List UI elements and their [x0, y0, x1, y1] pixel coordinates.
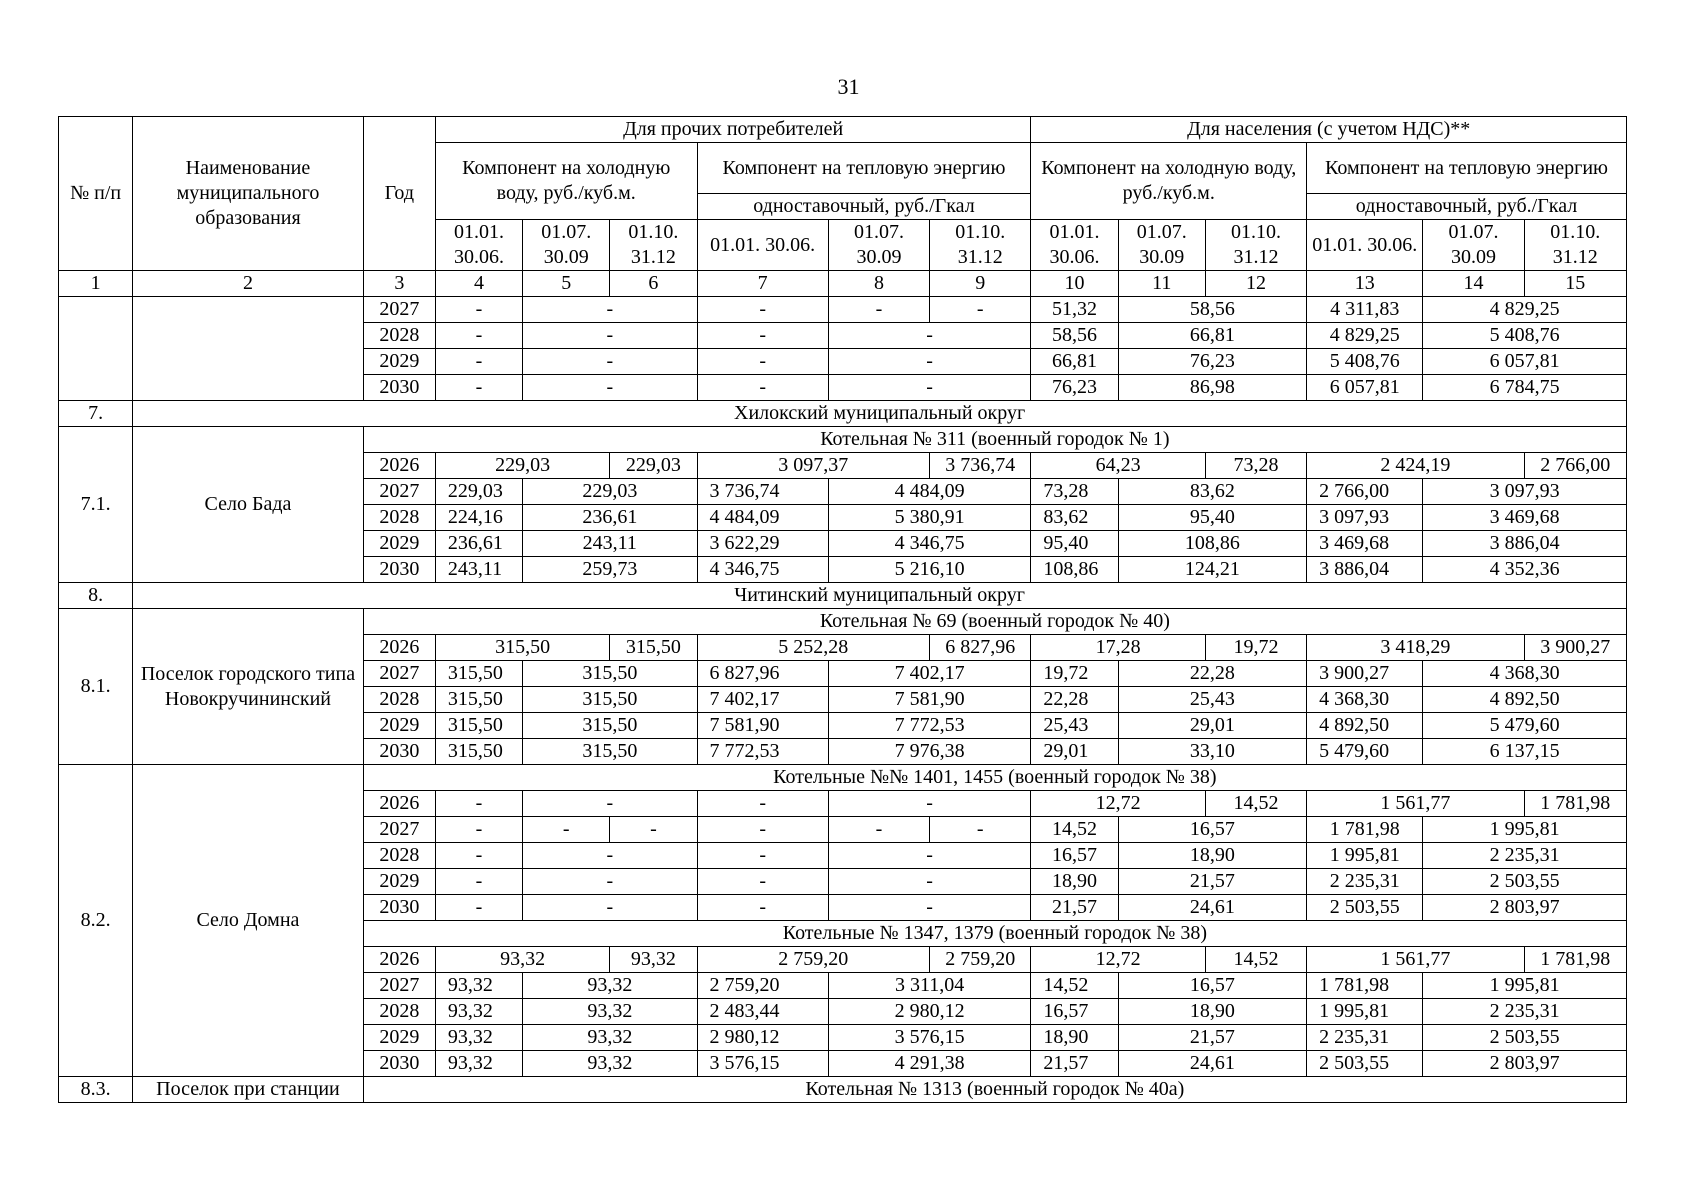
value-cell: 73,28 — [1205, 453, 1306, 479]
value-cell: 4 346,75 — [828, 531, 1031, 557]
value-cell: - — [697, 791, 828, 817]
value-cell: 25,43 — [1031, 713, 1118, 739]
year-cell: 2029 — [363, 869, 435, 895]
value-cell: 3 736,74 — [697, 479, 828, 505]
subsection-num: 8.3. — [59, 1077, 133, 1103]
value-cell: - — [523, 297, 697, 323]
header-other-cold-water: Компонент на холодную воду, руб./куб.м. — [435, 143, 697, 220]
boiler-title: Котельная № 69 (военный городок № 40) — [363, 609, 1626, 635]
value-cell: 3 886,04 — [1423, 531, 1627, 557]
value-cell: 83,62 — [1118, 479, 1306, 505]
col-number: 14 — [1423, 271, 1524, 297]
value-cell: - — [697, 895, 828, 921]
boiler-row — [59, 427, 1627, 453]
value-cell: 12,72 — [1031, 791, 1205, 817]
period-cell: 01.07. 30.09 — [1118, 220, 1205, 271]
value-cell: 33,10 — [1118, 739, 1306, 765]
year-cell: 2026 — [363, 947, 435, 973]
value-cell: - — [828, 323, 1031, 349]
col-number: 7 — [697, 271, 828, 297]
value-cell: 29,01 — [1118, 713, 1306, 739]
value-cell: - — [523, 843, 697, 869]
header-population: Для населения (с учетом НДС)** — [1031, 117, 1627, 143]
value-cell: 4 892,50 — [1307, 713, 1423, 739]
value-cell: 76,23 — [1118, 349, 1306, 375]
header-other-consumers: Для прочих потребителей — [435, 117, 1031, 143]
municipality-name: Поселок городского типа Новокручининский — [133, 609, 364, 765]
header-pop-cold-water: Компонент на холодную воду, руб./куб.м. — [1031, 143, 1307, 220]
period-cell: 01.01. 30.06. — [697, 220, 828, 271]
value-cell: 16,57 — [1118, 973, 1306, 999]
year-cell: 2028 — [363, 687, 435, 713]
value-cell: 93,32 — [435, 999, 522, 1025]
year-cell: 2029 — [363, 1025, 435, 1051]
year-cell: 2026 — [363, 635, 435, 661]
boiler-row — [59, 609, 1627, 635]
value-cell: 2 759,20 — [697, 947, 930, 973]
value-cell: 6 827,96 — [930, 635, 1031, 661]
municipality-name: Поселок при станции — [133, 1077, 364, 1103]
year-cell: 2030 — [363, 557, 435, 583]
year-cell: 2027 — [363, 297, 435, 323]
tariff-table — [58, 116, 1627, 1103]
value-cell: 2 803,97 — [1423, 895, 1627, 921]
value-cell: 16,57 — [1031, 999, 1118, 1025]
value-cell: 93,32 — [523, 999, 697, 1025]
value-cell: 58,56 — [1118, 297, 1306, 323]
subsection-num: 8.2. — [59, 765, 133, 1077]
value-cell: 6 827,96 — [697, 661, 828, 687]
year-cell: 2029 — [363, 349, 435, 375]
period-cell: 01.01. 30.06. — [435, 220, 522, 271]
col-number: 13 — [1307, 271, 1423, 297]
value-cell: 93,32 — [435, 1051, 522, 1077]
value-cell: 19,72 — [1031, 661, 1118, 687]
value-cell: 1 781,98 — [1307, 817, 1423, 843]
value-cell: 95,40 — [1118, 505, 1306, 531]
section-title: Читинский муниципальный округ — [133, 583, 1627, 609]
value-cell: - — [697, 869, 828, 895]
value-cell: 2 759,20 — [930, 947, 1031, 973]
value-cell: 315,50 — [523, 713, 697, 739]
value-cell: 5 216,10 — [828, 557, 1031, 583]
col-number: 2 — [133, 271, 364, 297]
value-cell: - — [435, 297, 522, 323]
value-cell: 21,57 — [1031, 895, 1118, 921]
value-cell: 7 976,38 — [828, 739, 1031, 765]
value-cell: - — [435, 843, 522, 869]
section-row — [59, 401, 1627, 427]
year-cell: 2027 — [363, 973, 435, 999]
value-cell: 66,81 — [1031, 349, 1118, 375]
value-cell: - — [435, 895, 522, 921]
value-cell: 108,86 — [1031, 557, 1118, 583]
year-cell: 2029 — [363, 531, 435, 557]
value-cell: 236,61 — [523, 505, 697, 531]
value-cell: 2 235,31 — [1307, 1025, 1423, 1051]
value-cell: - — [697, 375, 828, 401]
value-cell: 14,52 — [1031, 973, 1118, 999]
value-cell: 1 781,98 — [1524, 947, 1626, 973]
value-cell: 229,03 — [435, 479, 522, 505]
value-cell: 3 900,27 — [1307, 661, 1423, 687]
value-cell: 21,57 — [1118, 869, 1306, 895]
value-cell: 1 995,81 — [1307, 843, 1423, 869]
value-cell: 4 368,30 — [1423, 661, 1627, 687]
year-cell: 2026 — [363, 453, 435, 479]
year-cell: 2027 — [363, 817, 435, 843]
value-cell: 2 803,97 — [1423, 1051, 1627, 1077]
value-cell: 4 484,09 — [828, 479, 1031, 505]
boiler-title: Котельная № 311 (военный городок № 1) — [363, 427, 1626, 453]
value-cell: 2 235,31 — [1423, 999, 1627, 1025]
value-cell: - — [435, 817, 522, 843]
value-cell: 1 995,81 — [1423, 817, 1627, 843]
value-cell: 24,61 — [1118, 1051, 1306, 1077]
col-number: 6 — [610, 271, 697, 297]
value-cell: - — [435, 791, 522, 817]
value-cell: 315,50 — [435, 635, 609, 661]
value-cell: 4 368,30 — [1307, 687, 1423, 713]
value-cell: 86,98 — [1118, 375, 1306, 401]
header-num: № п/п — [59, 117, 133, 271]
year-cell: 2030 — [363, 375, 435, 401]
value-cell: 5 479,60 — [1423, 713, 1627, 739]
value-cell: 64,23 — [1031, 453, 1205, 479]
col-number: 5 — [523, 271, 610, 297]
value-cell: 18,90 — [1031, 869, 1118, 895]
value-cell: 5 252,28 — [697, 635, 930, 661]
col-number: 1 — [59, 271, 133, 297]
year-cell: 2028 — [363, 843, 435, 869]
value-cell: 4 892,50 — [1423, 687, 1627, 713]
value-cell: 1 561,77 — [1307, 791, 1525, 817]
subsection-num: 7.1. — [59, 427, 133, 583]
period-cell: 01.01. 30.06. — [1307, 220, 1423, 271]
year-cell: 2027 — [363, 661, 435, 687]
municipality-name: Село Бада — [133, 427, 364, 583]
value-cell: 3 097,37 — [697, 453, 930, 479]
value-cell: - — [697, 817, 828, 843]
value-cell: - — [828, 349, 1031, 375]
value-cell: 21,57 — [1118, 1025, 1306, 1051]
value-cell: 315,50 — [435, 713, 522, 739]
value-cell: 18,90 — [1118, 843, 1306, 869]
value-cell: 93,32 — [523, 1025, 697, 1051]
value-cell: 1 995,81 — [1423, 973, 1627, 999]
header-other-heat: Компонент на тепловую энергию — [697, 143, 1031, 194]
value-cell: 3 576,15 — [828, 1025, 1031, 1051]
value-cell: 7 581,90 — [828, 687, 1031, 713]
value-cell: 3 469,68 — [1307, 531, 1423, 557]
col-number: 8 — [828, 271, 929, 297]
value-cell: - — [828, 869, 1031, 895]
value-cell: 6 057,81 — [1423, 349, 1627, 375]
value-cell: 2 766,00 — [1524, 453, 1626, 479]
value-cell: 6 784,75 — [1423, 375, 1627, 401]
year-cell: 2027 — [363, 479, 435, 505]
value-cell: 16,57 — [1118, 817, 1306, 843]
value-cell: 25,43 — [1118, 687, 1306, 713]
value-cell: 24,61 — [1118, 895, 1306, 921]
year-cell: 2029 — [363, 713, 435, 739]
value-cell: 14,52 — [1031, 817, 1118, 843]
value-cell: 315,50 — [610, 635, 697, 661]
value-cell: 108,86 — [1118, 531, 1306, 557]
value-cell: 5 380,91 — [828, 505, 1031, 531]
value-cell: 315,50 — [523, 661, 697, 687]
value-cell: 17,28 — [1031, 635, 1205, 661]
subsection-num: 8.1. — [59, 609, 133, 765]
period-cell: 01.10. 31.12 — [1524, 220, 1626, 271]
value-cell: 4 829,25 — [1307, 323, 1423, 349]
period-cell: 01.07. 30.09 — [1423, 220, 1524, 271]
value-cell: 2 503,55 — [1423, 1025, 1627, 1051]
section-title: Хилокский муниципальный округ — [133, 401, 1627, 427]
value-cell: 4 346,75 — [697, 557, 828, 583]
header-municipality: Наименование муниципального образования — [133, 117, 364, 271]
value-cell: 3 736,74 — [930, 453, 1031, 479]
value-cell: 229,03 — [523, 479, 697, 505]
column-number-row — [59, 271, 1627, 297]
value-cell: 315,50 — [435, 739, 522, 765]
value-cell: 1 995,81 — [1307, 999, 1423, 1025]
value-cell: 51,32 — [1031, 297, 1118, 323]
year-cell: 2030 — [363, 739, 435, 765]
header-row-1 — [59, 117, 1627, 143]
year-cell: 2028 — [363, 323, 435, 349]
value-cell: - — [523, 895, 697, 921]
header-pop-single-rate: одноставочный, руб./Гкал — [1307, 194, 1627, 220]
value-cell: 224,16 — [435, 505, 522, 531]
value-cell: 16,57 — [1031, 843, 1118, 869]
value-cell: - — [828, 843, 1031, 869]
value-cell: 95,40 — [1031, 531, 1118, 557]
value-cell: 3 469,68 — [1423, 505, 1627, 531]
value-cell: 12,72 — [1031, 947, 1205, 973]
boiler-row — [59, 1077, 1627, 1103]
value-cell: 7 772,53 — [828, 713, 1031, 739]
value-cell: 229,03 — [610, 453, 697, 479]
value-cell: - — [523, 791, 697, 817]
value-cell: - — [697, 843, 828, 869]
value-cell: 73,28 — [1031, 479, 1118, 505]
value-cell: 3 900,27 — [1524, 635, 1626, 661]
value-cell: 5 408,76 — [1307, 349, 1423, 375]
value-cell: - — [697, 349, 828, 375]
value-cell: 18,90 — [1118, 999, 1306, 1025]
value-cell: - — [828, 791, 1031, 817]
value-cell: - — [523, 817, 610, 843]
header-other-single-rate: одноставочный, руб./Гкал — [697, 194, 1031, 220]
table-row — [59, 297, 1627, 323]
value-cell: 2 235,31 — [1423, 843, 1627, 869]
value-cell: 29,01 — [1031, 739, 1118, 765]
value-cell: 4 829,25 — [1423, 297, 1627, 323]
period-cell: 01.07. 30.09 — [828, 220, 929, 271]
value-cell: 3 886,04 — [1307, 557, 1423, 583]
boiler-row — [59, 765, 1627, 791]
value-cell: 22,28 — [1118, 661, 1306, 687]
value-cell: - — [828, 817, 929, 843]
value-cell: 7 581,90 — [697, 713, 828, 739]
period-cell: 01.10. 31.12 — [930, 220, 1031, 271]
value-cell: 1 561,77 — [1307, 947, 1525, 973]
period-cell: 01.10. 31.12 — [610, 220, 697, 271]
value-cell: 315,50 — [435, 661, 522, 687]
value-cell: 3 311,04 — [828, 973, 1031, 999]
value-cell: 66,81 — [1118, 323, 1306, 349]
section-num: 8. — [59, 583, 133, 609]
value-cell: 22,28 — [1031, 687, 1118, 713]
value-cell: 93,32 — [435, 1025, 522, 1051]
value-cell: 7 772,53 — [697, 739, 828, 765]
value-cell: - — [697, 323, 828, 349]
period-cell: 01.10. 31.12 — [1205, 220, 1306, 271]
value-cell: - — [435, 349, 522, 375]
value-cell: 3 418,29 — [1307, 635, 1525, 661]
value-cell: 93,32 — [610, 947, 697, 973]
col-number: 4 — [435, 271, 522, 297]
year-cell: 2028 — [363, 505, 435, 531]
year-cell: 2028 — [363, 999, 435, 1025]
value-cell: 2 503,55 — [1423, 869, 1627, 895]
value-cell: 4 484,09 — [697, 505, 828, 531]
value-cell: 315,50 — [435, 687, 522, 713]
value-cell: 7 402,17 — [828, 661, 1031, 687]
value-cell: 2 980,12 — [697, 1025, 828, 1051]
value-cell: 243,11 — [435, 557, 522, 583]
header-year: Год — [363, 117, 435, 271]
value-cell: 2 424,19 — [1307, 453, 1525, 479]
col-number: 9 — [930, 271, 1031, 297]
value-cell: 14,52 — [1205, 791, 1306, 817]
value-cell: - — [435, 323, 522, 349]
value-cell: 4 311,83 — [1307, 297, 1423, 323]
col-number: 12 — [1205, 271, 1306, 297]
value-cell: - — [435, 869, 522, 895]
value-cell: 5 408,76 — [1423, 323, 1627, 349]
value-cell: 229,03 — [435, 453, 609, 479]
col-number: 3 — [363, 271, 435, 297]
value-cell: 2 766,00 — [1307, 479, 1423, 505]
value-cell: 18,90 — [1031, 1025, 1118, 1051]
value-cell: - — [930, 817, 1031, 843]
col-number: 10 — [1031, 271, 1118, 297]
value-cell: - — [828, 375, 1031, 401]
value-cell: 2 235,31 — [1307, 869, 1423, 895]
page-number: 31 — [837, 74, 860, 99]
col-number: 11 — [1118, 271, 1205, 297]
value-cell: - — [523, 869, 697, 895]
value-cell: 6 057,81 — [1307, 375, 1423, 401]
value-cell: - — [610, 817, 697, 843]
value-cell: - — [930, 297, 1031, 323]
value-cell: - — [828, 297, 929, 323]
value-cell: 4 352,36 — [1423, 557, 1627, 583]
value-cell: 5 479,60 — [1307, 739, 1423, 765]
value-cell: 1 781,98 — [1307, 973, 1423, 999]
boiler-title: Котельные №№ 1401, 1455 (военный городок № 38) — [363, 765, 1626, 791]
value-cell: 58,56 — [1031, 323, 1118, 349]
value-cell: 2 483,44 — [697, 999, 828, 1025]
value-cell: 2 759,20 — [697, 973, 828, 999]
value-cell: 21,57 — [1031, 1051, 1118, 1077]
section-num: 7. — [59, 401, 133, 427]
value-cell: 6 137,15 — [1423, 739, 1627, 765]
value-cell: 3 576,15 — [697, 1051, 828, 1077]
value-cell: - — [828, 895, 1031, 921]
value-cell: 14,52 — [1205, 947, 1306, 973]
value-cell: 93,32 — [523, 1051, 697, 1077]
value-cell: - — [523, 323, 697, 349]
value-cell: 3 097,93 — [1423, 479, 1627, 505]
value-cell: 4 291,38 — [828, 1051, 1031, 1077]
year-cell: 2030 — [363, 1051, 435, 1077]
period-cell: 01.07. 30.09 — [523, 220, 610, 271]
value-cell: 2 503,55 — [1307, 1051, 1423, 1077]
value-cell: - — [435, 375, 522, 401]
value-cell: - — [697, 297, 828, 323]
value-cell: 76,23 — [1031, 375, 1118, 401]
year-cell: 2026 — [363, 791, 435, 817]
year-cell: 2030 — [363, 895, 435, 921]
empty-name-cell — [133, 297, 364, 401]
boiler-title: Котельные № 1347, 1379 (военный городок № 38) — [363, 921, 1626, 947]
value-cell: 93,32 — [523, 973, 697, 999]
empty-num-cell — [59, 297, 133, 401]
value-cell: 19,72 — [1205, 635, 1306, 661]
value-cell: 315,50 — [523, 739, 697, 765]
value-cell: 124,21 — [1118, 557, 1306, 583]
value-cell: 83,62 — [1031, 505, 1118, 531]
value-cell: 93,32 — [435, 947, 609, 973]
value-cell: 7 402,17 — [697, 687, 828, 713]
value-cell: 2 980,12 — [828, 999, 1031, 1025]
value-cell: 315,50 — [523, 687, 697, 713]
value-cell: 243,11 — [523, 531, 697, 557]
section-row — [59, 583, 1627, 609]
value-cell: 2 503,55 — [1307, 895, 1423, 921]
value-cell: 259,73 — [523, 557, 697, 583]
value-cell: 3 097,93 — [1307, 505, 1423, 531]
value-cell: 236,61 — [435, 531, 522, 557]
header-pop-heat: Компонент на тепловую энергию — [1307, 143, 1627, 194]
value-cell: - — [523, 375, 697, 401]
value-cell: 1 781,98 — [1524, 791, 1626, 817]
col-number: 15 — [1524, 271, 1626, 297]
period-cell: 01.01. 30.06. — [1031, 220, 1118, 271]
boiler-title: Котельная № 1313 (военный городок № 40а) — [363, 1077, 1626, 1103]
value-cell: - — [523, 349, 697, 375]
value-cell: 3 622,29 — [697, 531, 828, 557]
value-cell: 93,32 — [435, 973, 522, 999]
municipality-name: Село Домна — [133, 765, 364, 1077]
